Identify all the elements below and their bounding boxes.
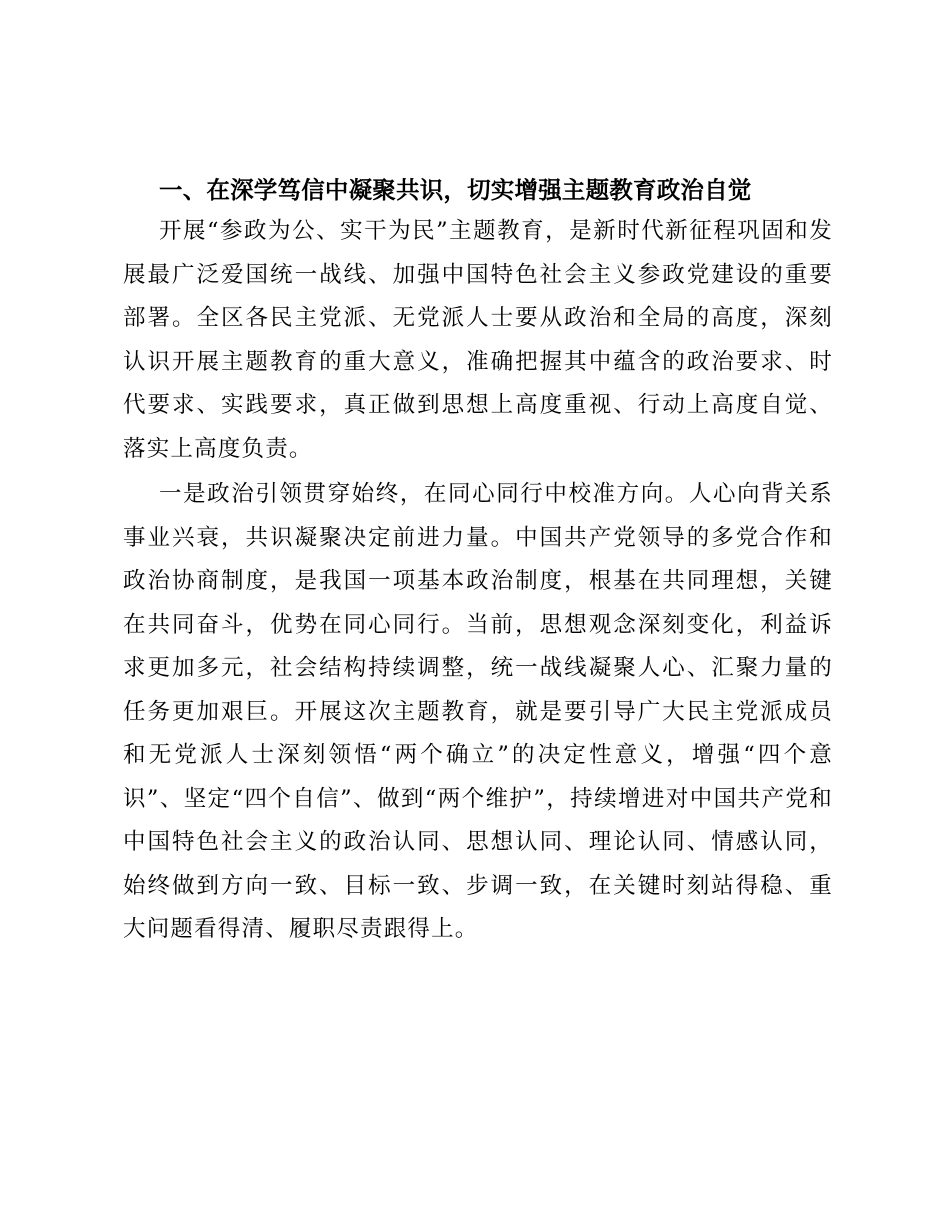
section-heading: 一、在深学笃信中凝聚共识，切实增强主题教育政治自觉 [159,176,752,204]
document-body [123,170,833,952]
paragraph-intro: 开展“参政为公、实干为民”主题教育，是新时代新征程巩固和发展最广泛爱国统一战线、加强中国特色社会主义参政党建设的重要部署。全区各民主党派、无党派人士要从政治和全局的高度，深刻认识开展主题教育的重大意义，准确把握其中蕴含的政治要求、时代要求、实践要求，真正做到思想上高度重视、行动上高度自觉、落实上高度负责。 [123,218,833,462]
paragraph-political-guidance: 一是政治引领贯穿始终，在同心同行中校准方向。人心向背关系事业兴衰，共识凝聚决定前进力量。中国共产党领导的多党合作和政治协商制度，是我国一项基本政治制度，根基在共同理想，关键在共同奋斗，优势在同心同行。当前，思想观念深刻变化，利益诉求更加多元，社会结构持续调整，统一战线凝聚人心、汇聚力量的任务更加艰巨。开展这次主题教育，就是要引导广大民主党派成员和无党派人士深刻领悟“两个确立”的决定性意义，增强“四个意识”、坚定“四个自信”、做到“两个维护”，持续增进对中国共产党和中国特色社会主义的政治认同、思想认同、理论认同、情感认同，始终做到方向一致、目标一致、步调一致，在关键时刻站得稳、重大问题看得清、履职尽责跟得上。 [123,481,833,942]
